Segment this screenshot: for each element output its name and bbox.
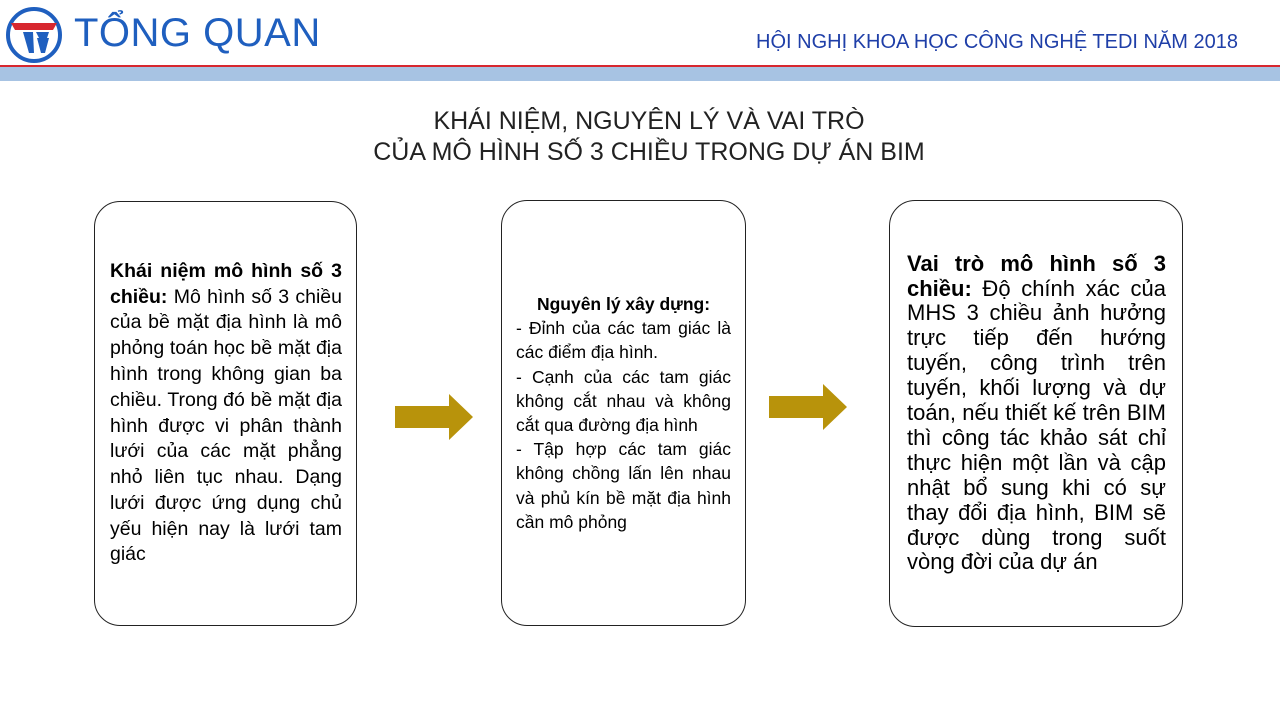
role-card-text bbox=[907, 252, 1166, 576]
concept-card bbox=[94, 201, 357, 626]
conference-title: HỘI NGHỊ KHOA HỌC CÔNG NGHỆ TEDI NĂM 2018 bbox=[756, 31, 1238, 53]
tedi-logo-icon bbox=[3, 6, 65, 64]
concept-card-text bbox=[110, 259, 342, 569]
principle-card bbox=[501, 200, 746, 626]
slide-title bbox=[0, 106, 1280, 168]
slide-title-line-1: KHÁI NIỆM, NGUYÊN LÝ VÀ VAI TRÒ bbox=[433, 107, 865, 135]
header-title: TỔNG QUAN bbox=[74, 11, 321, 55]
slide-title-line-2: CỦA MÔ HÌNH SỐ 3 CHIỀU TRONG DỰ ÁN BIM bbox=[373, 138, 925, 166]
concept-card-body: Mô hình số 3 chiều của bề mặt địa hình là mô phỏng toán học bề mặt địa hình trong không gian ba chiều. Trong đó bề mặt địa hình được vi phân thành lưới của các mặt phẳng nhỏ liên tục nhau. Dạng lưới được ứng dụng chủ yếu hiện nay là lưới tam giác bbox=[110, 285, 342, 566]
arrow-right-icon bbox=[769, 384, 847, 430]
header-divider-band bbox=[0, 67, 1280, 81]
arrow-right-icon bbox=[395, 394, 473, 440]
principle-point: - Đỉnh của các tam giác là các điểm địa hình. bbox=[516, 318, 731, 363]
role-card bbox=[889, 200, 1183, 627]
concept-card-heading: Khái niệm mô hình số 3 chiều: bbox=[110, 259, 342, 308]
principle-card-text bbox=[516, 292, 731, 534]
principle-point: - Tập hợp các tam giác không chồng lấn lên nhau và phủ kín bề mặt địa hình cần mô phỏng bbox=[516, 439, 731, 532]
principle-point: - Cạnh của các tam giác không cắt nhau và không cắt qua đường địa hình bbox=[516, 366, 731, 435]
role-card-body: Độ chính xác của MHS 3 chiều ảnh hưởng trực tiếp đến hướng tuyến, công trình trên tuyến, khối lượng và dự toán, nếu thiết kế trên BIM thì công tác khảo sát chỉ thực hiện một lần và cập nhật bổ sung khi có sự thay đổi địa hình, BIM sẽ được dùng trong suốt vòng đời của dự án bbox=[907, 275, 1166, 575]
principle-card-heading: Nguyên lý xây dựng: bbox=[536, 293, 711, 314]
role-card-heading: Vai trò mô hình số 3 chiều: bbox=[907, 250, 1166, 301]
